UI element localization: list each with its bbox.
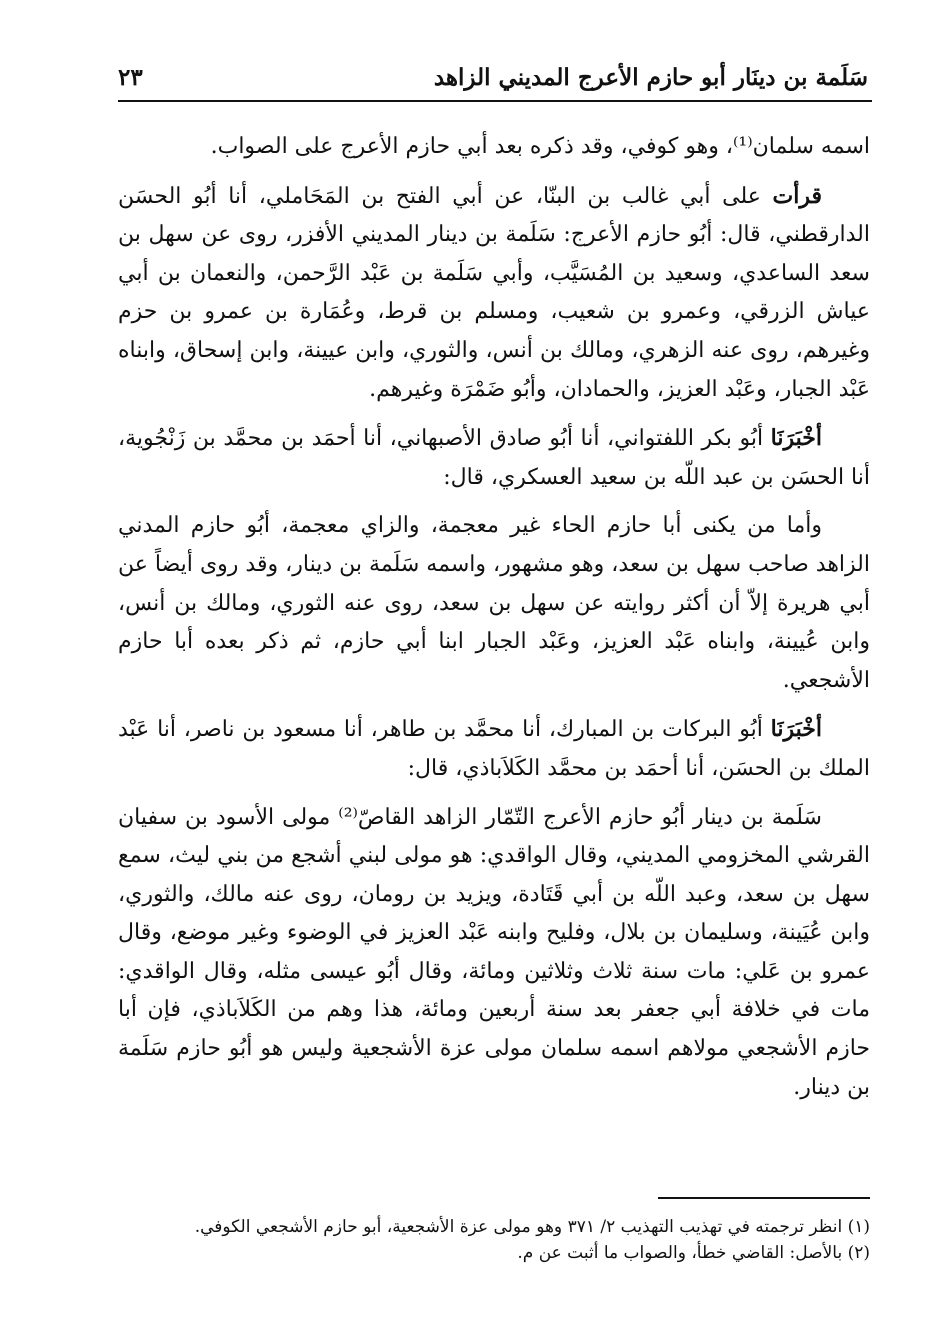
- paragraph-lead-word: أخْبَرَنَا: [770, 716, 822, 743]
- paragraph-text: وأما من يكنى أبا حازم الحاء غير معجمة، والزاي معجمة، أبُو حازم المدني الزاهد صاحب سهل بن سعد، وهو مشهور، واسمه سَلَمة بن دينار، وقد روى أيضاً عن أبي هريرة إلاّ أن أكثر روايته عن سهل بن سعد، روى عنه الثوري، ومالك بن أنس، وابن عُيينة، وابناه عَبْد العزيز، وعَبْد الجبار ابنا أبي حازم، ثم ذكر بعده أبا حازم الأشجعي.: [118, 513, 870, 693]
- paragraph-text: أبُو بكر اللفتواني، أنا أبُو صادق الأصبهاني، أنا أحمَد بن محمَّد بن زَنْجُوية، أنا الحسَن بن عبد اللّه بن سعيد العسكري، قال:: [118, 426, 870, 490]
- page-header: [118, 56, 872, 100]
- footnote-1: (١) انظر ترجمته في تهذيب التهذيب ٢/ ٣٧١ وهو مولى عزة الأشجعية، أبو حازم الأشجعي الكوفي.: [194, 1217, 870, 1237]
- running-title: سَلَمة بن دينَار أبو حازم الأعرج المديني الزاهد: [433, 64, 868, 91]
- paragraph-2: [118, 177, 870, 410]
- paragraph-5: [118, 710, 870, 788]
- paragraph-text: سَلَمة بن دينار أبُو حازم الأعرج التّمّار الزاهد القاصّ⁽²⁾ مولى الأسود بن سفيان القرشي المخزومي المديني، وقال الواقدي: هو مولى لبني أشجع من بني ليث، سمع سهل بن سعد، وعبد اللّه بن أبي قَتَادة، ويزيد بن رومان، روى عنه مالك، والثوري، وابن عُيَينة، وسليمان بن بلال، وفليح وابنه عَبْد العزيز في الوضوء وغير موضع، وقال عمرو بن عَلي: مات سنة ثلاث وثلاثين ومائة، وقال أبُو عيسى مثله، وقال الواقدي: مات في خلافة أبي جعفر بعد سنة أربعين ومائة، هذا وهم من الكَلاَباذي، فإن أبا حازم الأشجعي مولاهم اسمه سلمان مولى عزة الأشجعية وليس هو أبُو حازم سَلَمة بن دينار.: [118, 804, 870, 1100]
- paragraph-6: [118, 799, 870, 1108]
- footnote-2: (٢) بالأصل: القاضي خطأ، والصواب ما أثبت عن م.: [517, 1243, 870, 1263]
- main-text: [118, 128, 870, 1107]
- paragraph-1: [118, 128, 870, 167]
- paragraph-text: أبُو البركات بن المبارك، أنا محمَّد بن طاهر، أنا مسعود بن ناصر، أنا عَبْد الملك بن الحسَن، أنا أحمَد بن محمَّد الكَلاَباذي، قال:: [118, 717, 870, 781]
- paragraph-text: اسمه سلمان⁽¹⁾، وهو كوفي، وقد ذكره بعد أبي حازم الأعرج على الصواب.: [210, 134, 870, 159]
- paragraph-lead-word: قرأت: [772, 182, 822, 209]
- header-rule: [118, 100, 872, 102]
- paragraph-3: [118, 419, 870, 497]
- paragraph-4: [118, 507, 870, 700]
- paragraph-lead-word: أخْبَرَنَا: [770, 425, 822, 452]
- page-number: ٢٣: [118, 64, 143, 91]
- paragraph-text: على أبي غالب بن البنّا، عن أبي الفتح بن المَحَاملي، أنا أبُو الحسَن الدارقطني، قال: أبُو حازم الأعرج: سَلَمة بن دينار المديني الأفزر، روى عن سهل بن سعد الساعدي، وسعيد بن المُسَيَّب، وأبي سَلَمة بن عَبْد الرَّحمن، والنعمان بن أبي عياش الزرقي، وعمرو بن شعيب، ومسلم بن قرط، وعُمَارة بن عمرو بن حزم وغيرهم، روى عنه الزهري، ومالك بن أنس، والثوري، وابن عيينة، وابن إسحاق، وابناه عَبْد الجبار، وعَبْد العزيز، والحمادان، وأبُو ضَمْرَة وغيرهم.: [118, 183, 870, 402]
- footnote-rule: [658, 1197, 870, 1199]
- footnotes: [118, 1214, 870, 1266]
